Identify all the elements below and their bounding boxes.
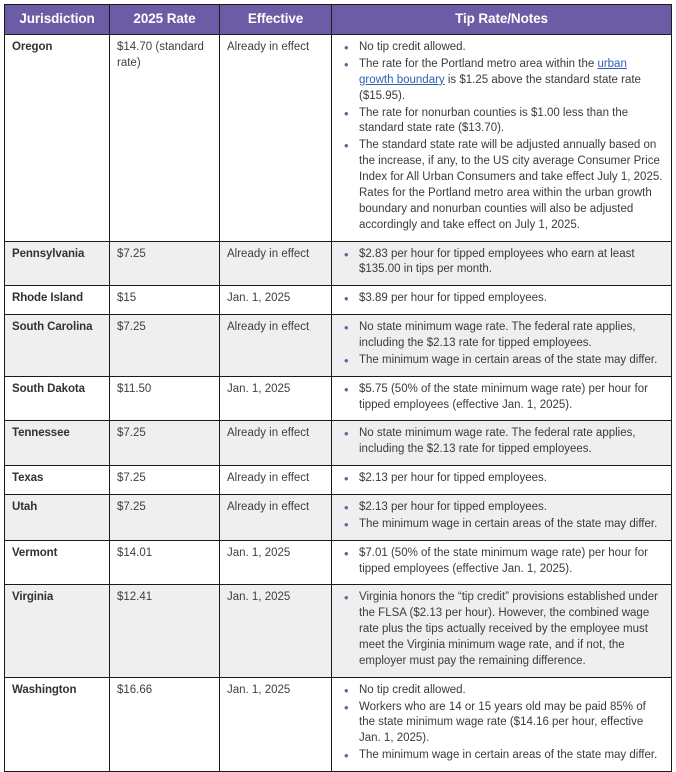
cell-effective: Jan. 1, 2025 (220, 677, 332, 771)
table-row (5, 585, 672, 677)
cell-notes (332, 540, 672, 585)
cell-effective: Jan. 1, 2025 (220, 585, 332, 677)
table-header (5, 5, 672, 35)
urban-growth-boundary-link[interactable]: urban growth boundary (359, 58, 627, 86)
table-row (5, 376, 672, 421)
note-bullet-item: • $2.13 per hour for tipped employees. (342, 471, 664, 487)
cell-jurisdiction: South Dakota (5, 376, 110, 421)
note-bullet-item: • The minimum wage in certain areas of the state may differ. (342, 517, 664, 533)
cell-jurisdiction: Vermont (5, 540, 110, 585)
note-bullet-item: • Virginia honors the “tip credit” provisions established under the FLSA ($2.13 per hour). However, the combined wage rate plus the tips actually received by the employee must meet the Virginia minimum wage rate, and if not, the employer must pay the remaining difference. (342, 590, 664, 669)
note-bullet-item: • $2.13 per hour for tipped employees. (342, 500, 664, 516)
cell-effective: Already in effect (220, 315, 332, 377)
note-bullet-item: • The rate for the Portland metro area within the urban growth boundary is $1.25 above the standard state rate ($15.95). (342, 57, 664, 105)
note-bullet-item: • Workers who are 14 or 15 years old may be paid 85% of the state minimum wage rate ($14.16 per hour, effective Jan. 1, 2025). (342, 700, 664, 748)
cell-rate: $7.25 (110, 315, 220, 377)
cell-effective: Jan. 1, 2025 (220, 376, 332, 421)
cell-rate: $16.66 (110, 677, 220, 771)
column-header-rate: 2025 Rate (110, 5, 220, 35)
cell-notes (332, 466, 672, 495)
note-bullet-item: • No tip credit allowed. (342, 683, 664, 699)
note-bullet-item: • $5.75 (50% of the state minimum wage rate) per hour for tipped employees (effective Jan. 1, 2025). (342, 382, 664, 414)
notes-list (334, 590, 664, 669)
cell-notes (332, 315, 672, 377)
table-body (5, 35, 672, 772)
notes-list (334, 291, 664, 307)
cell-effective: Already in effect (220, 494, 332, 540)
cell-effective: Jan. 1, 2025 (220, 540, 332, 585)
note-bullet-item: • The minimum wage in certain areas of the state may differ. (342, 353, 664, 369)
notes-list (334, 683, 664, 764)
cell-jurisdiction: Tennessee (5, 421, 110, 466)
cell-rate: $11.50 (110, 376, 220, 421)
note-bullet-item: • $7.01 (50% of the state minimum wage rate) per hour for tipped employees (effective Jan. 1, 2025). (342, 546, 664, 578)
note-bullet-item: • The standard state rate will be adjusted annually based on the increase, if any, to the US city average Consumer Price Index for All Urban Consumers and take effect July 1, 2025. Rates for the Portland metro area within the urban growth boundary and nonurban counties will also be adjusted accordingly and take effect on July 1, 2025. (342, 138, 664, 233)
table-row (5, 540, 672, 585)
cell-jurisdiction: Rhode Island (5, 286, 110, 315)
cell-effective: Jan. 1, 2025 (220, 286, 332, 315)
note-bullet-item: • The minimum wage in certain areas of the state may differ. (342, 748, 664, 764)
table-row (5, 35, 672, 241)
notes-list (334, 320, 664, 369)
cell-jurisdiction: Washington (5, 677, 110, 771)
cell-rate: $7.25 (110, 494, 220, 540)
cell-notes (332, 421, 672, 466)
table-row (5, 466, 672, 495)
notes-list (334, 247, 664, 279)
table-row (5, 421, 672, 466)
notes-list (334, 382, 664, 414)
table-header-row (5, 5, 672, 35)
cell-jurisdiction: Oregon (5, 35, 110, 241)
note-bullet-item: • $2.83 per hour for tipped employees who earn at least $135.00 in tips per month. (342, 247, 664, 279)
minimum-wage-table (4, 4, 672, 772)
column-header-notes: Tip Rate/Notes (332, 5, 672, 35)
cell-effective: Already in effect (220, 35, 332, 241)
table-row (5, 286, 672, 315)
table-row (5, 677, 672, 771)
cell-notes (332, 585, 672, 677)
table-row (5, 494, 672, 540)
cell-rate: $7.25 (110, 466, 220, 495)
cell-rate: $14.01 (110, 540, 220, 585)
cell-jurisdiction: Texas (5, 466, 110, 495)
column-header-jurisdiction: Jurisdiction (5, 5, 110, 35)
cell-jurisdiction: Utah (5, 494, 110, 540)
cell-notes (332, 241, 672, 286)
cell-notes (332, 677, 672, 771)
note-bullet-item: • No state minimum wage rate. The federal rate applies, including the $2.13 rate for tipped employees. (342, 320, 664, 352)
cell-effective: Already in effect (220, 241, 332, 286)
cell-jurisdiction: Virginia (5, 585, 110, 677)
note-bullet-item: • No tip credit allowed. (342, 40, 664, 56)
notes-list (334, 500, 664, 533)
cell-notes (332, 35, 672, 241)
table-row (5, 315, 672, 377)
cell-rate: $12.41 (110, 585, 220, 677)
cell-notes (332, 286, 672, 315)
cell-jurisdiction: South Carolina (5, 315, 110, 377)
notes-list (334, 546, 664, 578)
cell-notes (332, 376, 672, 421)
cell-jurisdiction: Pennsylvania (5, 241, 110, 286)
table-row (5, 241, 672, 286)
cell-rate: $15 (110, 286, 220, 315)
note-bullet-item: • $3.89 per hour for tipped employees. (342, 291, 664, 307)
cell-rate: $7.25 (110, 421, 220, 466)
note-bullet-item: • The rate for nonurban counties is $1.00 less than the standard state rate ($13.70). (342, 106, 664, 138)
cell-effective: Already in effect (220, 466, 332, 495)
cell-rate: $14.70 (standard rate) (110, 35, 220, 241)
cell-rate: $7.25 (110, 241, 220, 286)
notes-list (334, 426, 664, 458)
notes-list (334, 40, 664, 233)
notes-list (334, 471, 664, 487)
cell-notes (332, 494, 672, 540)
cell-effective: Already in effect (220, 421, 332, 466)
note-bullet-item: • No state minimum wage rate. The federal rate applies, including the $2.13 rate for tipped employees. (342, 426, 664, 458)
column-header-effective: Effective (220, 5, 332, 35)
